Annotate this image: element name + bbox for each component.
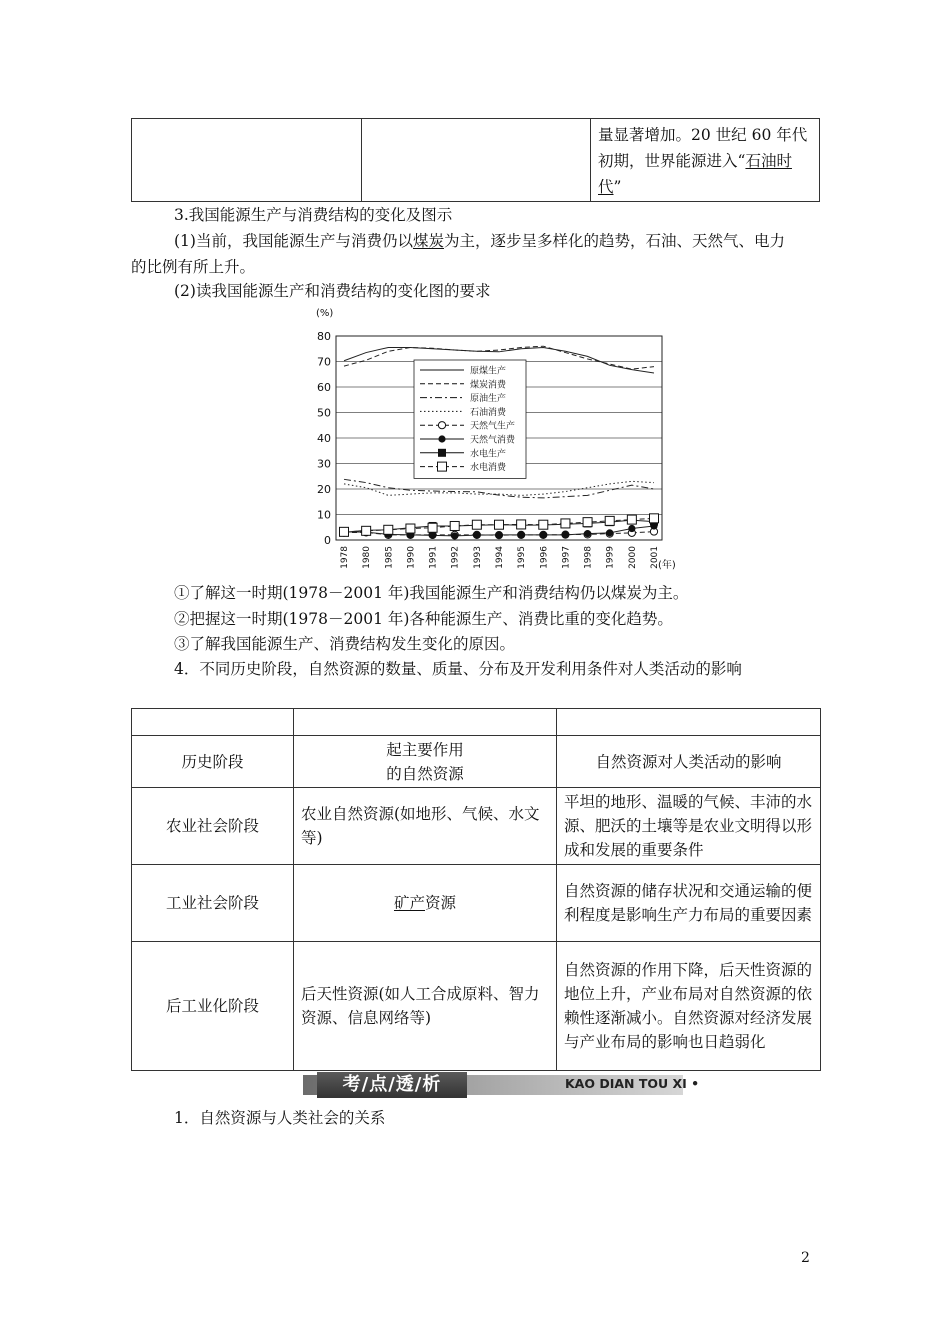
x-axis-label: (年) — [658, 560, 676, 571]
row-resource — [294, 865, 557, 942]
x-tick-label: 2001 — [650, 546, 660, 569]
table-row — [132, 788, 821, 865]
data-point-8-2 — [362, 526, 371, 535]
y-tick-label: 30 — [317, 457, 331, 471]
legend-label-1: 原煤生产 — [470, 366, 507, 377]
row-stage: 工业社会阶段 — [132, 865, 294, 942]
data-point-6-6 — [451, 532, 458, 539]
top-table-cell-1 — [131, 118, 362, 202]
header-effect: 自然资源对人类活动的影响 — [557, 736, 821, 788]
row-resource: 农业自然资源(如地形、气候、水文等) — [294, 788, 557, 865]
row-resource: 后天性资源(如人工合成原料、智力资源、信息网络等) — [294, 942, 557, 1071]
top-table-text: 初期，世界能源进入“ — [598, 152, 746, 170]
banner-title: 考/点/透/析 — [317, 1072, 467, 1098]
y-tick-label: 70 — [317, 355, 331, 369]
legend-label-7: 水电生产 — [470, 449, 507, 460]
x-tick-label: 1991 — [428, 546, 439, 569]
y-tick-label: 80 — [317, 330, 331, 343]
row-stage: 农业社会阶段 — [132, 788, 294, 865]
section4-heading: 4．不同历史阶段，自然资源的数量、质量、分布及开发利用条件对人类活动的影响 — [174, 660, 742, 678]
header-resource-line2: 的自然资源 — [386, 764, 464, 783]
row-effect: 平坦的地形、温暖的气候、丰沛的水源、肥沃的土壤等是农业文明得以形成和发展的重要条件 — [557, 788, 821, 865]
data-point-8-6 — [450, 521, 459, 530]
data-point-6-12 — [584, 530, 591, 537]
x-tick-label: 1985 — [384, 546, 395, 569]
data-point-8-4 — [406, 524, 415, 533]
legend-marker-5 — [438, 422, 445, 429]
top-table-underline: 石油时 — [745, 152, 792, 170]
para1-underline: 煤炭 — [412, 232, 444, 250]
legend-label-2: 煤炭消费 — [470, 380, 507, 391]
row-stage: 后工业化阶段 — [132, 942, 294, 1071]
row-effect: 自然资源的储存状况和交通运输的便利程度是影响生产力布局的重要因素 — [557, 865, 821, 942]
data-point-8-12 — [583, 518, 592, 527]
data-point-8-7 — [472, 520, 481, 529]
top-table-underline-2: 代 — [598, 178, 614, 196]
data-point-6-14 — [628, 525, 635, 532]
x-tick-label: 1994 — [495, 546, 505, 569]
requirement-2: ②把握这一时期(1978－2001 年)各种能源生产、消费比重的变化趋势。 — [174, 610, 673, 628]
x-tick-label: 1980 — [362, 546, 373, 569]
data-point-8-15 — [650, 514, 659, 523]
y-tick-label: 20 — [317, 483, 331, 496]
table-row — [132, 865, 821, 942]
row-resource-underline: 矿产 — [393, 894, 425, 912]
top-table-line-1: 量显著增加。20 世纪 60 年代 — [598, 126, 808, 144]
section3-heading: 3.我国能源生产与消费结构的变化及图示 — [174, 206, 453, 224]
section3-para1 — [174, 229, 785, 251]
x-tick-label: 1996 — [539, 546, 550, 569]
y-tick-label: 60 — [317, 381, 331, 394]
para1-part-a: (1)当前，我国能源生产与消费仍以 — [174, 232, 413, 250]
x-tick-label: 1990 — [406, 546, 417, 569]
data-point-8-5 — [428, 523, 437, 532]
y-tick-label: 40 — [317, 432, 331, 445]
data-point-6-5 — [429, 532, 436, 539]
legend-label-8: 水电消费 — [470, 463, 507, 474]
table-row — [132, 942, 821, 1071]
legend-marker-8 — [438, 462, 447, 471]
data-point-8-11 — [561, 519, 570, 528]
section3-para2: (2)读我国能源生产和消费结构的变化图的要求 — [174, 282, 491, 300]
row-resource-text: 资源 — [425, 894, 457, 912]
resource-table — [131, 708, 821, 1071]
data-point-6-7 — [473, 532, 480, 539]
x-tick-label: 1992 — [450, 546, 461, 569]
section3-para1-cont: 的比例有所上升。 — [131, 258, 256, 276]
y-tick-label: 10 — [317, 508, 331, 522]
section-banner — [303, 1073, 700, 1097]
data-point-6-13 — [606, 529, 613, 536]
requirement-3: ③了解我国能源生产、消费结构发生变化的原因。 — [174, 635, 516, 653]
top-table-cell-2 — [361, 118, 591, 202]
requirement-1: ①了解这一时期(1978－2001 年)我国能源生产和消费结构仍以煤炭为主。 — [174, 584, 689, 602]
x-tick-label: 1999 — [605, 546, 616, 569]
x-tick-label: 1998 — [583, 546, 594, 569]
chart-legend — [414, 360, 526, 478]
header-resource-line1: 起主要作用 — [386, 740, 464, 759]
y-tick-label: 50 — [317, 406, 331, 420]
page-number: 2 — [801, 1250, 810, 1266]
x-tick-label: 1995 — [517, 546, 528, 569]
section1-heading: 1．自然资源与人类社会的关系 — [174, 1109, 386, 1127]
legend-label-5: 天然气生产 — [470, 421, 516, 432]
table-blank-row — [132, 709, 821, 736]
top-table-cell-3 — [590, 118, 820, 202]
data-point-6-11 — [562, 531, 569, 538]
data-point-8-1 — [340, 527, 349, 536]
data-point-8-3 — [384, 525, 393, 534]
data-point-8-8 — [495, 520, 504, 529]
legend-label-6: 天然气消费 — [470, 435, 516, 446]
data-point-8-13 — [605, 516, 614, 525]
top-table-quote: ” — [613, 178, 622, 196]
data-point-8-9 — [517, 520, 526, 529]
para1-part-b: 为主，逐步呈多样化的趋势，石油、天然气、电力 — [443, 232, 785, 250]
energy-structure-chart — [300, 302, 680, 582]
header-resource — [294, 736, 557, 788]
x-tick-label: 2000 — [627, 546, 638, 569]
x-tick-label: 1997 — [561, 546, 572, 569]
data-point-6-10 — [540, 531, 547, 538]
data-point-8-10 — [539, 520, 548, 529]
top-table-line-2 — [598, 149, 792, 171]
data-point-6-9 — [518, 531, 525, 538]
y-axis-label: (%) — [316, 308, 334, 319]
data-point-8-14 — [627, 515, 636, 524]
legend-label-3: 原油生产 — [470, 394, 507, 405]
table-header-row — [132, 736, 821, 788]
x-tick-label: 1978 — [340, 546, 350, 569]
legend-label-4: 石油消费 — [470, 407, 507, 418]
legend-marker-6 — [438, 435, 445, 442]
top-table-line-3 — [598, 175, 621, 197]
banner-subtitle: KAO DIAN TOU XI • — [565, 1076, 700, 1091]
legend-marker-7 — [438, 449, 446, 457]
x-tick-label: 1993 — [472, 546, 483, 569]
row-effect: 自然资源的作用下降，后天性资源的地位上升，产业布局对自然资源的依赖性逐渐减小。自然资源对经济发展与产业布局的影响也日趋弱化 — [557, 942, 821, 1071]
header-stage: 历史阶段 — [132, 736, 294, 788]
y-tick-label: 0 — [324, 534, 331, 547]
data-point-6-8 — [495, 531, 502, 538]
